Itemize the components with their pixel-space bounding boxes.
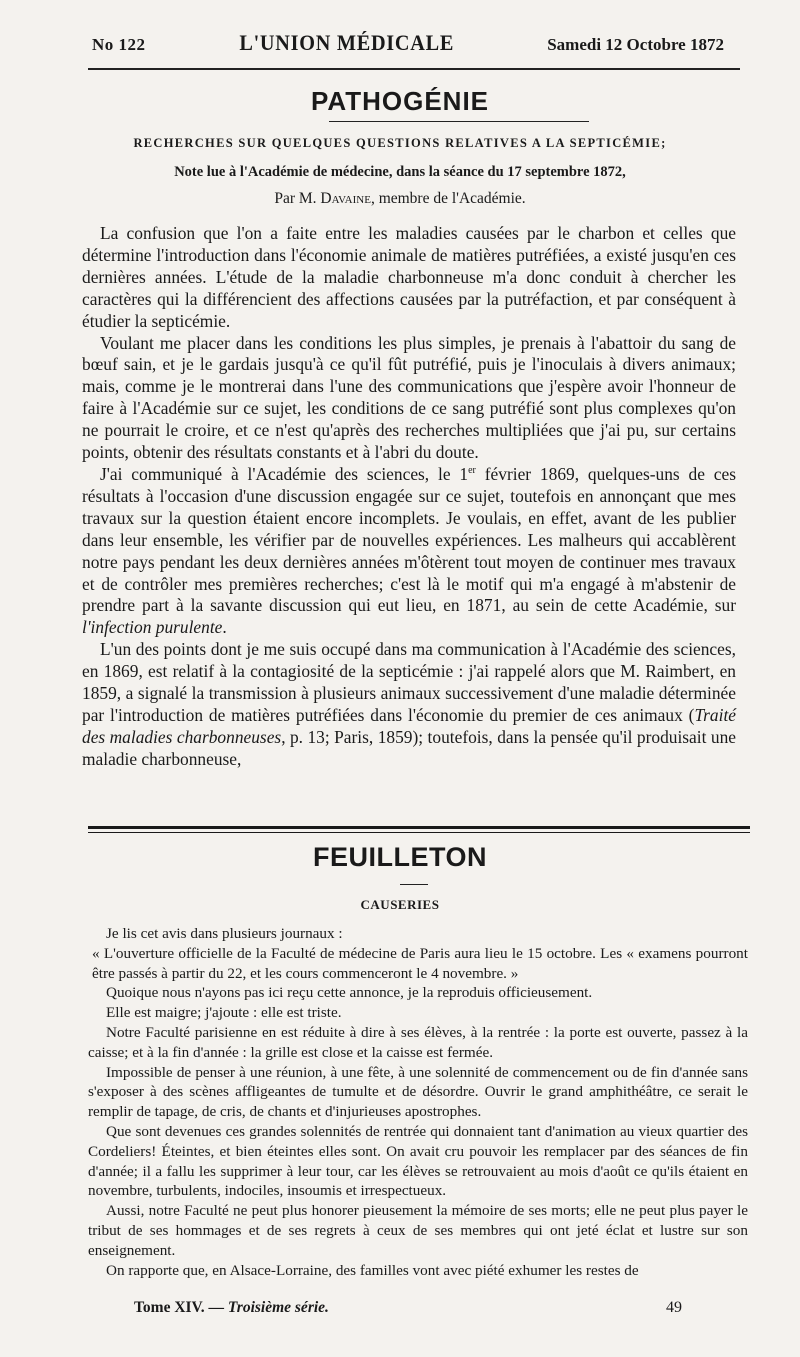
issue-date: Samedi 12 Octobre 1872 (547, 35, 724, 54)
superscript: er (468, 465, 476, 477)
page-header (92, 30, 724, 60)
feuilleton-divider (88, 826, 750, 829)
paragraph-text: . (222, 617, 227, 638)
feuilleton-paragraph: Quoique nous n'ayons pas ici reçu cette annonce, je la reproduis officieusement. (106, 984, 593, 1002)
article-author (0, 190, 800, 208)
feuilleton-paragraph: Elle est maigre; j'ajoute : elle est triste. (106, 1004, 342, 1022)
article-paragraph (82, 464, 736, 639)
article-body (82, 223, 736, 771)
feuilleton-paragraph: Aussi, notre Faculté ne peut plus honorer pieusement la mémoire de ses morts; elle ne peut plus payer le tribut de ses hommages et de ses regrets à ceux de ses membres qui ont jeté éclat et lustre sur son enseignement. (88, 1202, 748, 1259)
page-number: 49 (666, 1299, 682, 1316)
article-paragraph (82, 639, 736, 770)
feuilleton-divider-thin (88, 832, 750, 833)
author-name: Davaine (320, 190, 371, 207)
section-title: PATHOGÉNIE (310, 86, 490, 116)
paragraph-text: février 1869, quelques-uns de ces résultats à l'occasion d'une discussion engagée sur ce sujet, toutefois en annonçant que mes travaux sur la question étaient encore incomplets. Je voulais, en effet, avant de les publier dans leur ensemble, les vérifier par de nouvelles expériences. Les malheurs qui accablèrent notre pays pendant les deux dernières années m'ôtèrent tout moyen de continuer mes travaux et de contrôler mes premières recherches; c'est là le motif qui m'a engagé à m'abstenir de prendre part à la savante discussion qui eut lieu, en 1871, au sein de cette Académie, sur (82, 463, 737, 616)
feuilleton-paragraph: On rapporte que, en Alsace-Lorraine, des familles vont avec piété exhumer les restes de (106, 1261, 639, 1279)
article-note: Note lue à l'Académie de médecine, dans la séance du 17 septembre 1872, (174, 164, 626, 180)
author-suffix: , membre de l'Académie. (370, 190, 526, 207)
section-rule (329, 121, 589, 122)
paragraph-text: L'un des points dont je me suis occupé dans ma communication à l'Académie des sciences, en 1869, est relatif à la contagiosité de la septicémie : j'ai rappelé alors que M. Raimbert, en 1859, a signalé la transmission à plusieurs animaux successivement d'une maladie déterminée par l'introduction de matières putréfiées dans l'économie du premier de ces animaux ( (82, 639, 736, 725)
paragraph-text: J'ai communiqué à l'Académie des sciences, le 1 (100, 463, 469, 484)
feuilleton-rule (400, 884, 428, 885)
italic-term: l'infection purulente (82, 617, 223, 638)
feuilleton-quote: « L'ouverture officielle de la Faculté de médecine de Paris aura lieu le 15 octobre. Les « examens pourront être passés à partir du 22, et les cours commenceront le 4 novembre. » (92, 944, 748, 982)
feuilleton-paragraph: Impossible de penser à une réunion, à une fête, à une solennité de commencement ou de fin d'année sans s'exposer à des scènes affligeantes de tumulte et de désordre. Ouvrir le grand amphithéâtre, ce serait le remplir de tapage, de cris, de chants et d'injurieuses apostrophes. (88, 1063, 748, 1121)
author-prefix: Par M. (274, 190, 317, 207)
feuilleton-subtitle: CAUSERIES (360, 897, 440, 912)
feuilleton-paragraph: Je lis cet avis dans plusieurs journaux : (106, 925, 343, 942)
article-paragraph: La confusion que l'on a faite entre les maladies causées par le charbon et celles que détermine l'introduction dans l'économie animale de matières putréfiées, a existé jusqu'en ces dernières années. L'étude de la maladie charbonneuse m'a donc conduit à chercher les caractères qui la différencient des affections causées par la putréfaction, et par conséquent à étudier la septicémie. (82, 223, 736, 331)
paragraph-text: , p. 13; Paris, 1859); toutefois, dans la pensée qu'il produisait une maladie charbonneuse, (82, 726, 736, 769)
feuilleton-title: FEUILLETON (312, 842, 487, 872)
feuilleton-body (88, 924, 748, 1280)
footer-tome: Tome XIV. — (134, 1299, 228, 1316)
article-title: RECHERCHES SUR QUELQUES QUESTIONS RELATIVES A LA SEPTICÉMIE; (133, 136, 667, 150)
page-footer (134, 1299, 682, 1317)
header-rule (88, 68, 740, 70)
feuilleton-paragraph: Que sont devenues ces grandes solennités de rentrée qui donnaient tant d'animation au vieux quartier des Cordeliers! Éteintes, et bien éteintes elles sont. On avait cru pouvoir les remplacer par des séances de fin d'année; il a fallu les supprimer à leur tour, car les élèves se retrouvaient au mois d'août ce qu'ils étaient en novembre, turbulents, indociles, insoumis et irrespectueux. (88, 1122, 748, 1200)
feuilleton-paragraph: Notre Faculté parisienne en est réduite à dire à ses élèves, à la rentrée : la porte est ouverte, passez à la caisse; et à la fin d'année : la grille est close et la caisse est fermée. (88, 1023, 748, 1061)
footer-series: Troisième série. (227, 1299, 329, 1316)
italic-title: Traité des maladies charbonneuses (82, 704, 736, 747)
article-paragraph: Voulant me placer dans les conditions les plus simples, je prenais à l'abattoir du sang de bœuf sain, et je le gardais jusqu'à ce qu'il fût putréfié, puis je l'inoculais à divers animaux; mais, comme je le montrerai dans l'une des communications que j'espère avoir l'honneur de faire à l'Académie sur ce sujet, les conditions de ce sang putréfié sont plus complexes qu'on ne pourrait le croire, et ce n'est qu'après des recherches multipliées que j'ai pu, sur certains points, obtenir des résultats constants et à l'abri du doute. (82, 332, 736, 463)
footer-volume (134, 1299, 329, 1317)
journal-title: L'UNION MÉDICALE (238, 30, 454, 55)
issue-number: No 122 (92, 35, 146, 54)
